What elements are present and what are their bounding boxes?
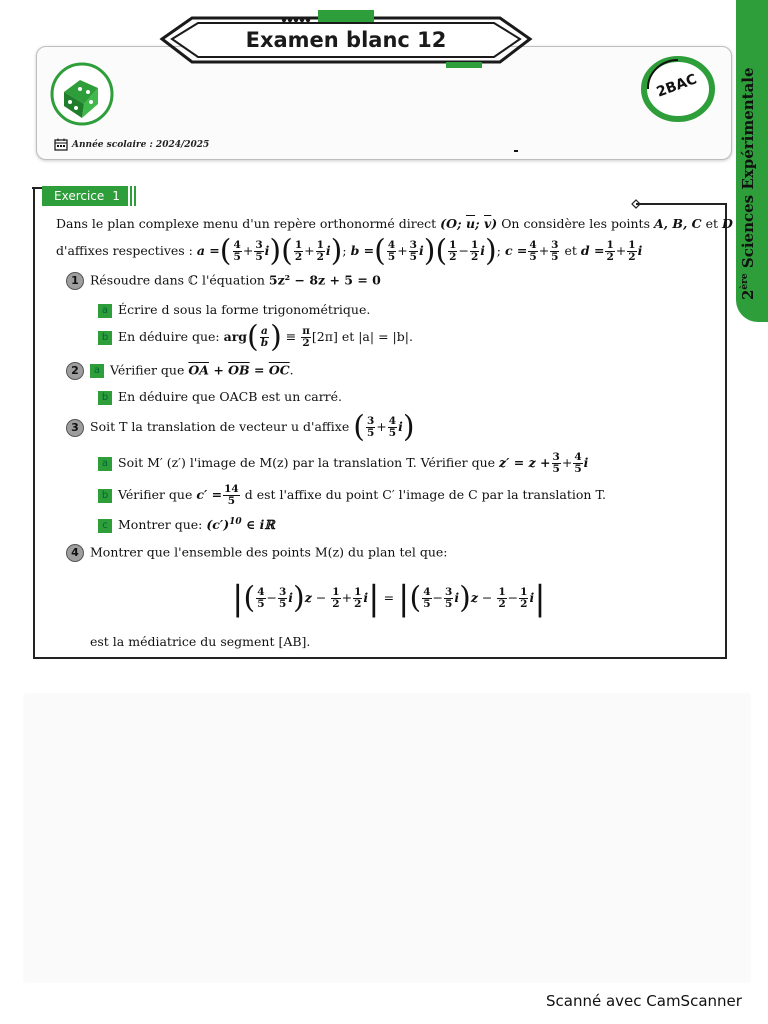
- question-letter-badge: b: [98, 331, 112, 345]
- level-side-tab: [736, 0, 768, 322]
- calendar-icon: [54, 138, 68, 151]
- question-3b: b Vérifier que c′ = $\frac{14}{5}$ d est l'affixe du point C′ l'image de C par la translation T.: [98, 480, 606, 510]
- question-3a: a Soit M′ (z′) l'image de M(z) par la translation T. Vérifier que z′ = z + $\frac{3}{5}$ + $\frac{4}{5}$ i: [98, 448, 588, 478]
- question-letter-badge: a: [98, 304, 112, 318]
- level-badge-label: 2BAC: [654, 71, 700, 101]
- question-number-badge: 3: [66, 419, 84, 437]
- exam-title: Examen blanc 12: [245, 28, 447, 52]
- question-3c: c Montrer que: $(c')^{10}$ ∈ iℝ: [98, 514, 275, 533]
- question-2b: b En déduire que OACB est un carré.: [98, 389, 342, 405]
- header-dash: [514, 150, 518, 152]
- dice-logo-icon: [50, 62, 114, 126]
- question-1b: b En déduire que: arg( $\frac{a}{b}$ ) ≡ $\frac{\pi}{2}$ [2π] et |a| = |b|.: [98, 322, 413, 353]
- scanner-watermark: Scanné avec CamScanner: [546, 992, 742, 1010]
- question-letter-badge: b: [98, 489, 112, 503]
- school-year: Année scolaire : 2024/2025: [54, 138, 209, 151]
- blank-panel: [24, 694, 750, 982]
- question-number-badge: 2: [66, 362, 84, 380]
- question-letter-badge: a: [90, 364, 104, 378]
- level-side-tab-text: 2ère Sciences Expérimentale: [739, 67, 757, 300]
- question-2: 2 a Vérifier que $\overline{OA} + \overline{OB} = \overline{OC}$.: [66, 362, 294, 380]
- question-letter-badge: a: [98, 457, 112, 471]
- exercise-tab: Exercice 1: [42, 186, 128, 206]
- question-1: 1 Résoudre dans ℂ l'équation 5z² − 8z + 5 = 0: [66, 272, 381, 290]
- question-4-conclusion: est la médiatrice du segment [AB].: [90, 634, 311, 649]
- intro-line-2: d'affixes respectives : a =( $\frac{4}{5}$ + $\frac{3}{5}$ i)( $\frac{1}{2}$ + $\frac{1}{2}$ i); b =( $\frac{4}{5}$ + $\frac{3}{5}$ i)( $\frac{1}{2}$ − $\frac{1}{2}$ i); c = $\frac{4}{5}$ + $\frac{3}{5}$ et d = $\frac{1}{2}$ + $\frac{1}{2}$ i: [56, 233, 643, 269]
- question-4-equation: |( $\frac{4}{5}$ − $\frac{3}{5}$ i)z − $\frac{1}{2}$ + $\frac{1}{2}$ i| = |( $\frac{4}{5}$ − $\frac{3}{5}$ i)z − $\frac{1}{2}$ − $\frac{1}{2}$ i|: [232, 578, 546, 619]
- tab-stripe: [130, 186, 132, 206]
- question-3: 3 Soit T la translation de vecteur u d'affixe ( $\frac{3}{5}$ + $\frac{4}{5}$ i): [66, 412, 415, 443]
- question-number-badge: 4: [66, 544, 84, 562]
- tab-stripe: [134, 186, 136, 206]
- intro-line-1: Dans le plan complexe menu d'un repère orthonormé direct (O; $\overline{u}$; $\overline{v}$) On considère les points A, B, C et D: [56, 216, 733, 231]
- question-1a: a Écrire d sous la forme trigonométrique.: [98, 302, 370, 318]
- question-letter-badge: b: [98, 391, 112, 405]
- question-number-badge: 1: [66, 272, 84, 290]
- question-letter-badge: c: [98, 519, 112, 533]
- question-4: 4 Montrer que l'ensemble des points M(z) du plan tel que:: [66, 544, 448, 562]
